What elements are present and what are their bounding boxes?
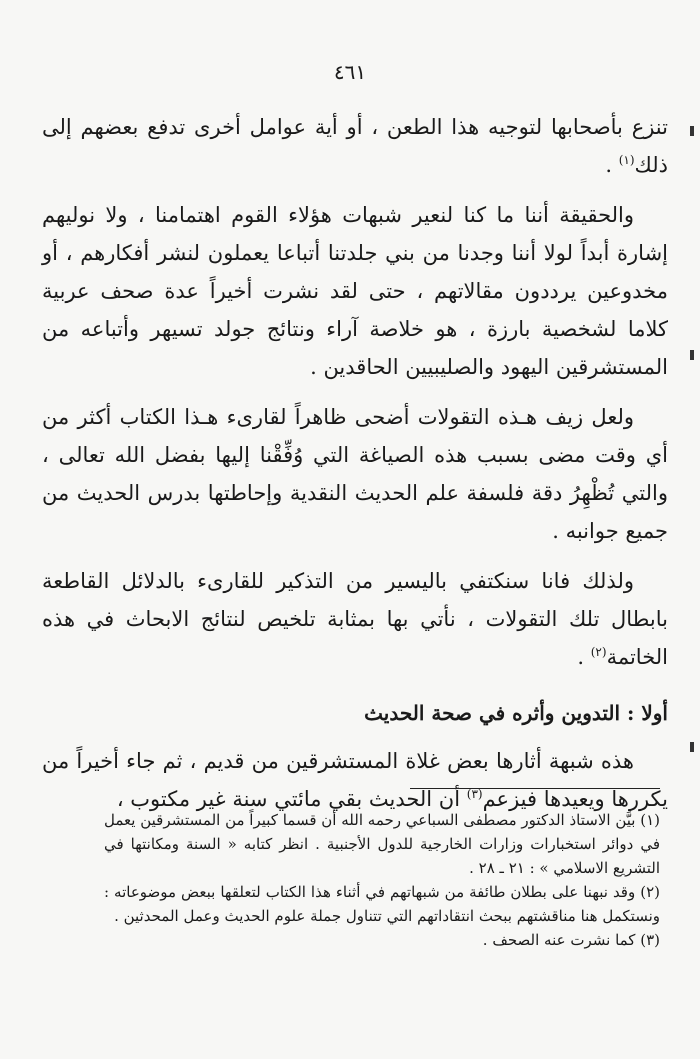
section-heading: أولا : التدوين وأثره في صحة الحديث bbox=[364, 701, 668, 725]
footnote-divider bbox=[410, 788, 660, 789]
footnote-ref: (١) bbox=[618, 153, 635, 167]
footnote-ref: (٢) bbox=[590, 645, 607, 659]
paragraph: هذه شبهة أثارها بعض غلاة المستشرقين من قديم ، ثم جاء أخيراً من يكررها ويعيدها فيزعم$^{(٣)}$ أن الحديث بقي مائتي سنة غير مكتوب ، bbox=[42, 749, 668, 811]
margin-mark bbox=[690, 742, 694, 752]
paragraph: والحقيقة أننا ما كنا لنعير شبهات هؤلاء القوم اهتمامنا ، ولا نوليهم إشارة أبداً لولا أننا وجدنا من بني جلدتنا أتباعا يعملون لنشر أفكارهم ، أو مخدوعين يرددون مقالاتهم ، حتى لقد نشرت أخيراً عدة صحف عربية كلاما لشخصية بارزة ، هو خلاصة آراء ونتائج جولد تسيهر وأتباعه من المستشرقين اليهود والصليبيين الحاقدين . bbox=[42, 203, 668, 379]
paragraph: ولذلك فانا سنكتفي باليسير من التذكير للقارىء بالدلائل القاطعة بابطال تلك التقولات ، نأتي بها بمثابة تلخيص لنتائج الابحاث في هذه الخاتمة$^{(٢)}$ . bbox=[42, 569, 668, 669]
margin-mark bbox=[690, 350, 694, 360]
main-text bbox=[42, 108, 668, 818]
margin-mark bbox=[690, 126, 694, 136]
paragraph: تنزع بأصحابها لتوجيه هذا الطعن ، أو أية عوامل أخرى تدفع بعضهم إلى ذلك$^{(١)}$ . bbox=[42, 115, 668, 177]
footnotes bbox=[104, 808, 660, 952]
footnote: (١) بيَّن الاستاذ الدكتور مصطفى السباعي رحمه الله أن قسما كبيراً من المستشرقين يعمل في دوائر استخبارات وزارات الخارجية للدول الأجنبية . انظر كتابه « السنة ومكانتها في التشريع الاسلامي » : ٢١ ـ ٢٨ . bbox=[104, 811, 660, 877]
page-number: ٤٦١ bbox=[333, 60, 367, 84]
footnote: (٢) وقد نبهنا على بطلان طائفة من شبهاتهم في أثناء هذا الكتاب لتعلقها ببعض موضوعاته : ونستكمل هنا مناقشتهم ببحث انتقاداتهم التي تتناول جملة علوم الحديث وعمل المحدثين . bbox=[104, 883, 660, 925]
paragraph: ولعل زيف هـذه التقولات أضحى ظاهراً لقارىء هـذا الكتاب أكثر من أي وقت مضى بسبب هذه الصياغة التي وُفِّقْنا إليها بفضل الله تعالى ، والتي تُظْهِرُ دقة فلسفة علم الحديث النقدية وإحاطتها بدرس الحديث من جميع جوانبه . bbox=[42, 405, 668, 543]
footnote: (٣) كما نشرت عنه الصحف . bbox=[482, 931, 660, 949]
footnote-ref: (٣) bbox=[466, 787, 483, 801]
